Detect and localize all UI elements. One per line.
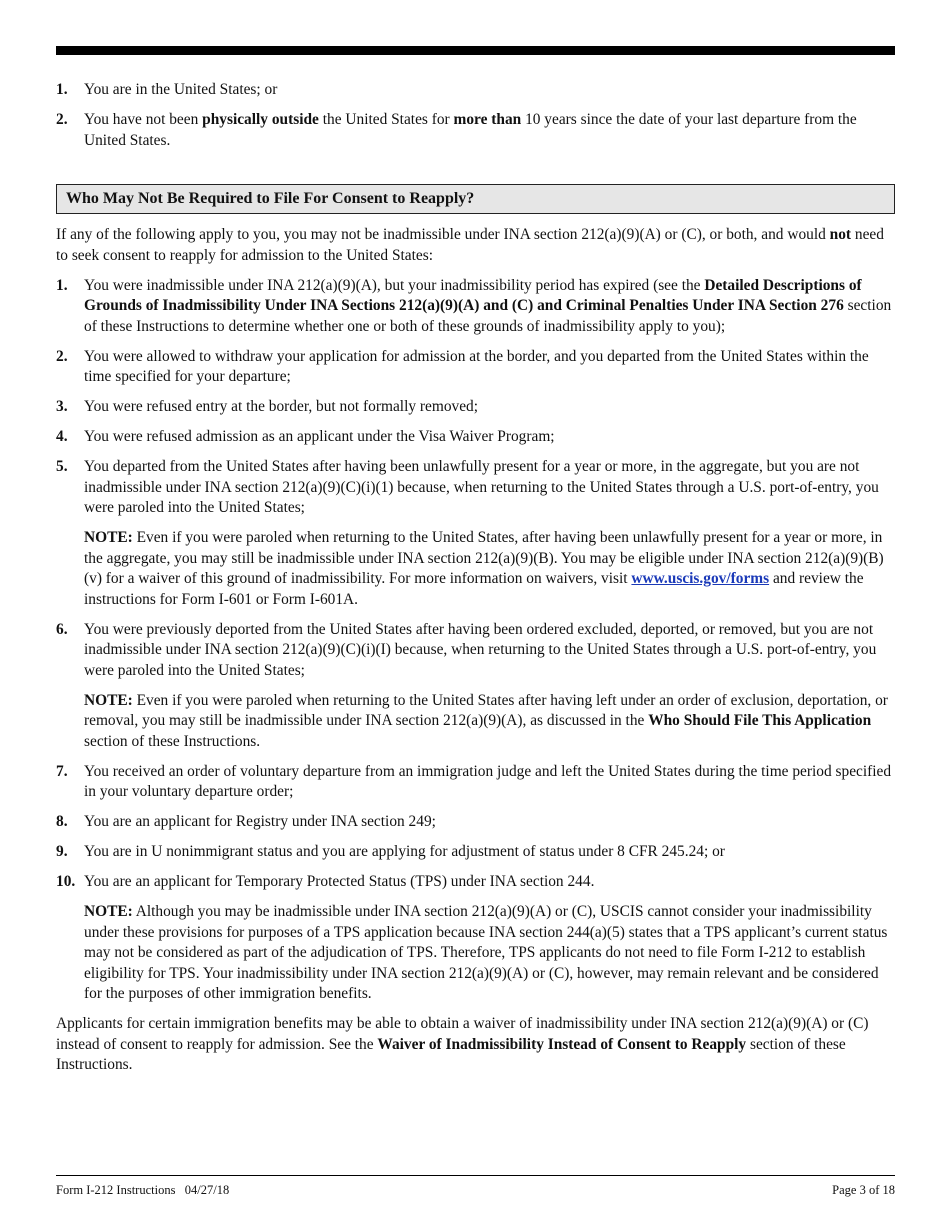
uscis-forms-link[interactable]: www.uscis.gov/forms <box>631 570 770 587</box>
list-number: 10. <box>56 873 76 890</box>
list-text: You were previously deported from the United States after having been ordered excluded, deported, or removed, but you are not inadmissible under INA section 212(a)(9)(C)(i)(I) because, when returning to the United States through a U.S. port-of-entry, you were paroled into the United States; <box>84 620 877 679</box>
list-text: You were allowed to withdraw your application for admission at the border, and you departed from the United States within the time specified for your departure; <box>84 347 869 385</box>
list-item <box>56 397 895 418</box>
list-text: You received an order of voluntary departure from an immigration judge and left the United States during the time period specified in your voluntary departure order; <box>84 762 892 800</box>
list-item <box>56 276 895 338</box>
list-text: You are in the United States; or <box>84 81 278 98</box>
list-item <box>56 347 895 388</box>
list-text: You are an applicant for Registry under INA section 249; <box>84 813 436 830</box>
list-text: You are in U nonimmigrant status and you are applying for adjustment of status under 8 CFR 245.24; or <box>84 843 725 860</box>
list-text: You are an applicant for Temporary Protected Status (TPS) under INA section 244. <box>84 873 595 890</box>
footer-page-number: Page 3 of 18 <box>832 1183 895 1197</box>
list-text: You departed from the United States after having been unlawfully present for a year or more, in the aggregate, but you are not inadmissible under INA section 212(a)(9)(C)(i)(1) because, when returning to the United States through a U.S. port-of-entry, you were paroled into the United States; <box>84 458 879 516</box>
list-item <box>56 80 895 101</box>
list-number: 4. <box>56 428 68 445</box>
header-rule <box>56 46 895 55</box>
document-body <box>56 80 895 1085</box>
list-text: You have not been physically outside the United States for more than 10 years since the date of your last departure from the United States. <box>84 111 857 149</box>
note-paragraph: NOTE: Even if you were paroled when returning to the United States after having left under an order of exclusion, deportation, or removal, you may still be inadmissible under INA section 212(a)(9)(A), as discussed in the Who Should File This Application section of these Instructions. <box>84 691 888 750</box>
list-number: 6. <box>56 620 68 638</box>
list-item <box>56 620 895 753</box>
list-number: 2. <box>56 111 68 128</box>
list-number: 7. <box>56 762 68 780</box>
list-text: You were refused admission as an applicant under the Visa Waiver Program; <box>84 428 555 445</box>
list-number: 5. <box>56 458 68 475</box>
intro-paragraph: If any of the following apply to you, you may not be inadmissible under INA section 212(a)(9)(A) or (C), or both, and would not need to seek consent to reapply for admission to the United States: <box>56 226 884 264</box>
list-item <box>56 762 895 803</box>
list-number: 3. <box>56 398 68 415</box>
closing-paragraph: Applicants for certain immigration benefits may be able to obtain a waiver of inadmissibility under INA section 212(a)(9)(A) or (C) instead of consent to reapply for admission. See the Waiver of Inadmissibility Instead of Consent to Reapply section of these Instructions. <box>56 1015 869 1073</box>
list-text: You were refused entry at the border, but not formally removed; <box>84 398 479 415</box>
list-text: You were inadmissible under INA 212(a)(9)(A), but your inadmissibility period has expired (see the Detailed Descriptions of Grounds of Inadmissibility Under INA Sections 212(a)(9)(A) and (C) and Criminal Penalties Under INA Section 276 section of these Instructions to determine whether one or both of these grounds of inadmissibility apply to you); <box>84 276 892 335</box>
list-item <box>56 110 895 151</box>
top-list <box>56 80 895 151</box>
list-number: 1. <box>56 276 68 294</box>
list-number: 1. <box>56 81 68 98</box>
list-number: 8. <box>56 813 68 830</box>
list-number: 9. <box>56 843 68 860</box>
note-paragraph: NOTE: Even if you were paroled when returning to the United States, after having been unlawfully present for a year or more, in the aggregate, you may still be inadmissible under INA section 212(a)(9)(B). You may be eligible under INA section 212(a)(9)(B)(v) for a waiver of this ground of inadmissibility. For more information on waivers, visit www.uscis.gov/forms and review the instructions for Form I-601 or Form I-601A. <box>84 529 884 608</box>
footer-form-id: Form I-212 Instructions 04/27/18 <box>56 1183 230 1197</box>
footer-rule <box>56 1175 895 1176</box>
section-heading: Who May Not Be Required to File For Consent to Reapply? <box>56 184 895 214</box>
note-paragraph: NOTE: Although you may be inadmissible under INA section 212(a)(9)(A) or (C), USCIS cannot consider your inadmissibility under these provisions for purposes of a TPS application because INA section 244(a)(5) states that a TPS applicant’s current status may not be considered as part of the adjudication of TPS. Therefore, TPS applicants do not need to file Form I-212 to establish eligibility for TPS. Your inadmissibility under INA section 212(a)(9)(A) or (C), however, may remain relevant and be considered for the purposes of other immigration benefits. <box>84 903 888 1002</box>
list-item <box>56 872 895 1005</box>
list-item <box>56 427 895 448</box>
list-number: 2. <box>56 347 68 365</box>
criteria-list <box>56 276 895 1005</box>
list-item <box>56 457 895 610</box>
list-item <box>56 842 895 863</box>
list-item <box>56 812 895 833</box>
